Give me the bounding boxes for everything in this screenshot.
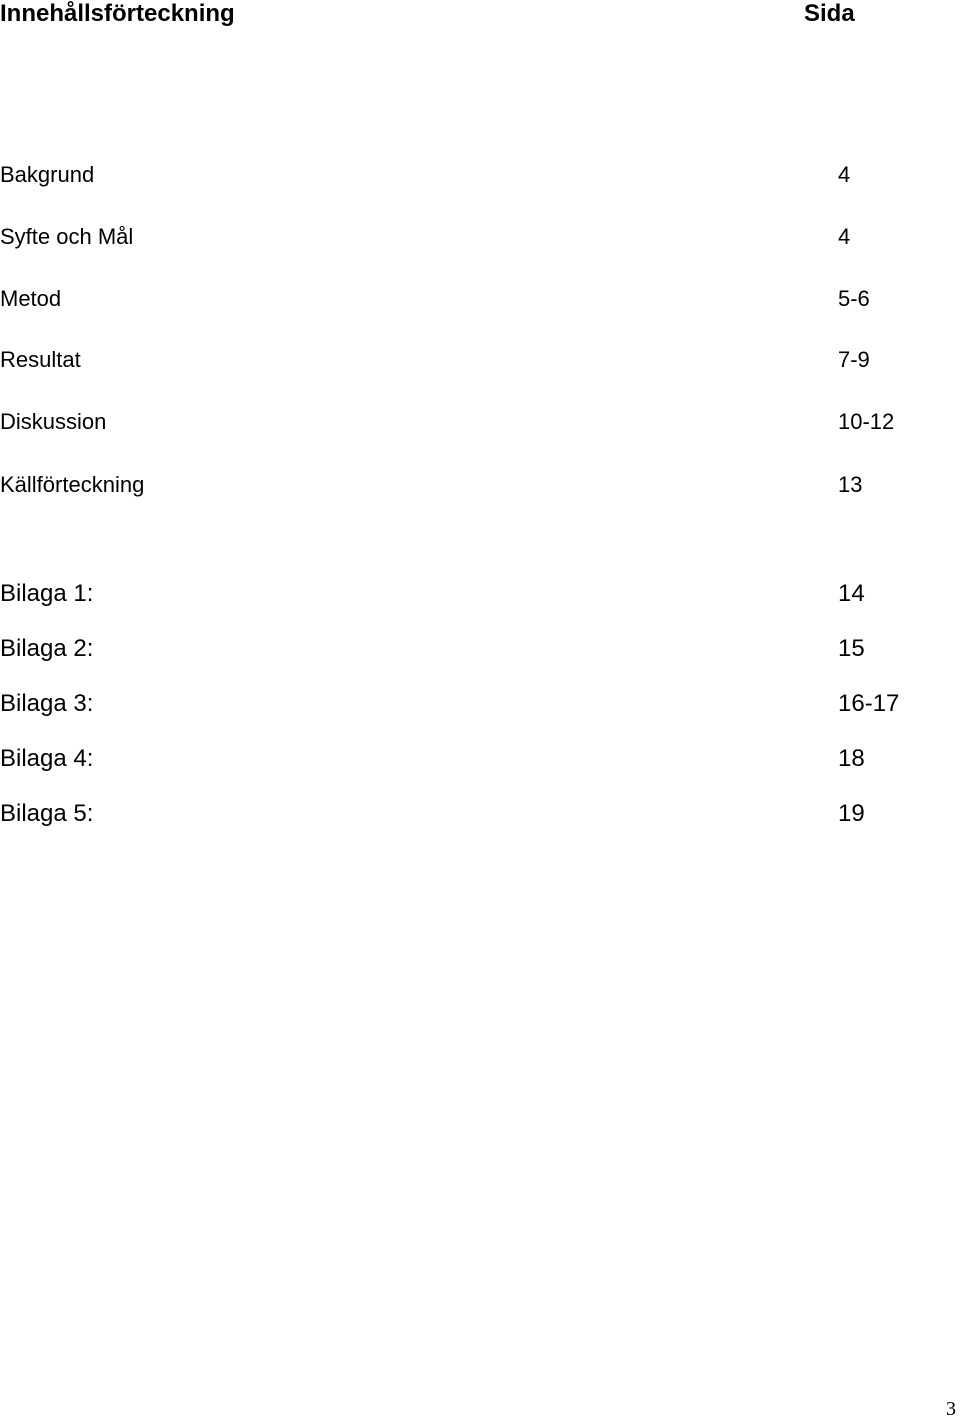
toc-entry-metod	[0, 286, 960, 316]
toc-entry-kallforteckning	[0, 472, 960, 502]
toc-appendix-page: 15	[838, 635, 865, 662]
toc-appendix-page: 14	[838, 580, 865, 607]
toc-entry-page: 7-9	[838, 347, 870, 372]
toc-entry-label: Syfte och Mål	[0, 224, 134, 249]
toc-appendix-label: Bilaga 4:	[0, 745, 94, 772]
toc-entry-label: Källförteckning	[0, 472, 145, 497]
toc-appendix-5	[0, 800, 960, 830]
toc-appendix-page: 19	[838, 800, 865, 827]
toc-entry-page: 13	[838, 472, 863, 497]
toc-entry-label: Bakgrund	[0, 162, 95, 187]
toc-entry-label: Diskussion	[0, 409, 107, 434]
toc-appendix-label: Bilaga 5:	[0, 800, 94, 827]
toc-appendix-1	[0, 580, 960, 610]
toc-entry-page: 4	[838, 162, 851, 187]
toc-appendix-page: 16-17	[838, 690, 900, 717]
toc-appendix-4	[0, 745, 960, 775]
toc-entry-page: 4	[838, 224, 851, 249]
toc-entry-bakgrund	[0, 162, 960, 192]
page-number: 3	[946, 1398, 956, 1420]
toc-appendix-label: Bilaga 2:	[0, 635, 94, 662]
toc-title: Innehållsförteckning	[0, 0, 235, 27]
toc-entry-label: Resultat	[0, 347, 81, 372]
toc-appendix-3	[0, 690, 960, 720]
toc-entry-page: 5-6	[838, 286, 870, 311]
toc-entry-page: 10-12	[838, 409, 895, 434]
toc-appendix-label: Bilaga 3:	[0, 690, 94, 717]
toc-entry-label: Metod	[0, 286, 62, 311]
toc-appendix-page: 18	[838, 745, 865, 772]
toc-page-column-header: Sida	[804, 0, 855, 27]
toc-entry-syfte-och-mal	[0, 224, 960, 254]
toc-entry-resultat	[0, 347, 960, 377]
toc-appendix-label: Bilaga 1:	[0, 580, 94, 607]
toc-appendix-2	[0, 635, 960, 665]
toc-heading	[0, 0, 960, 30]
toc-entry-diskussion	[0, 409, 960, 439]
